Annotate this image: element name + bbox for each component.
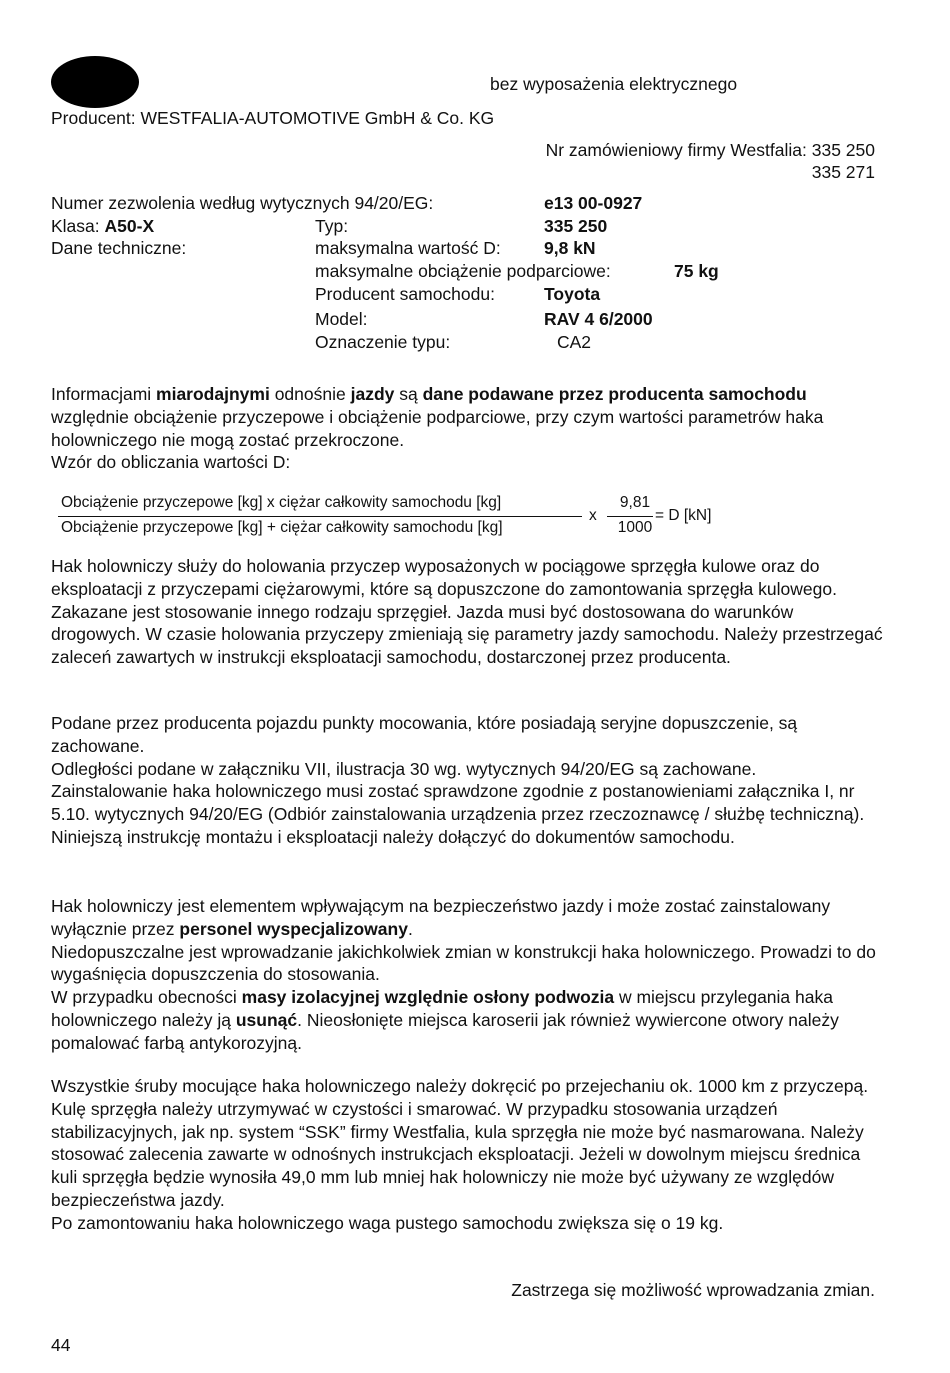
- language-badge: [51, 56, 139, 108]
- class-value: A50-X: [104, 216, 155, 236]
- approval-label: Numer zezwolenia według wytycznych 94/20/EG:: [51, 193, 434, 213]
- factor-denominator: 1000: [617, 519, 653, 536]
- type-code-value: CA2: [557, 332, 592, 352]
- car-maker-label: Producent samochodu:: [315, 284, 495, 304]
- formula-intro: Wzór do obliczania wartości D:: [51, 452, 291, 473]
- car-maker-value: Toyota: [544, 284, 601, 304]
- d-value-formula: [58, 494, 728, 544]
- model-value: RAV 4 6/2000: [544, 309, 653, 329]
- order-number-line: Nr zamówieniowy firmy Westfalia: 335 250: [545, 140, 875, 160]
- document-subtitle: bez wyposażenia elektrycznego: [490, 74, 738, 94]
- formula-result: = D [kN]: [655, 507, 712, 524]
- info-paragraph: Informacjami miarodajnymi odnośnie jazdy są dane podawane przez producenta samochodu względnie obciążenie przyczepowe i obciążenie podparciowe, przy czym wartości parametrów haka holowniczego nie mogą zostać przekroczone. Wzór do obliczania wartości D:: [51, 383, 886, 474]
- support-load-label: maksymalne obciążenie podparciowe:: [315, 261, 611, 281]
- weight-increase-text: Po zamontowaniu haka holowniczego waga pustego samochodu zwiększa się o 19 kg.: [51, 1212, 724, 1233]
- safety-paragraph: Hak holowniczy jest elementem wpływającym na bezpieczeństwo jazdy i może zostać zainstalowany wyłącznie przez personel wyspecjalizowany. Niedopuszczalne jest wprowadzanie jakichkolwiek zmian w konstrukcji haka holowniczego. Prowadzi to do wygaśnięcia dopuszczenia do stosowania. W przypadku obecności masy izolacyjnej względnie osłony podwozia w miejscu przylegania haka holowniczego należy ją usunąć. Nieosłonięte miejsca karoserii jak również wywiercone otwory należy pomalować farbą antykorozyjną.: [51, 895, 886, 1055]
- distances-text: Odległości podane w załączniku VII, ilustracja 30 wg. wytycznych 94/20/EG są zachowane.: [51, 758, 757, 779]
- mounting-points-text: Podane przez producenta pojazdu punkty mocowania, które posiadają seryjne dopuszczenie, są zachowane.: [51, 713, 798, 756]
- factor-numerator: 9,81: [619, 494, 651, 511]
- disclaimer: Zastrzega się możliwość wprowadzania zmian.: [511, 1280, 875, 1300]
- class-label: Klasa:: [51, 216, 100, 236]
- inspection-text: Zainstalowanie haka holowniczego musi zostać sprawdzone zgodnie z postanowieniami załącznika I, nr 5.10. wytycznych 94/20/EG (Odbiór zainstalowania urządzenia przez rzeczoznawcę / służbę techniczną).: [51, 781, 865, 825]
- bolts-text: Wszystkie śruby mocujące haka holowniczego należy dokręcić po przejechaniu ok. 1000 km z przyczepą.: [51, 1076, 869, 1096]
- order-number-second: 335 271: [811, 162, 875, 182]
- fraction-bar: [58, 516, 582, 517]
- factor-fraction-bar: [607, 516, 653, 517]
- class-row: [51, 215, 154, 238]
- type-label: Typ:: [315, 216, 349, 236]
- type-value: 335 250: [544, 216, 608, 236]
- usage-paragraph: Hak holowniczy służy do holowania przyczep wyposażonych w pociągowe sprzęgła kulowe oraz do eksploatacji z przyczepami ciężarowymi, które są dopuszczone do zamontowania sprzęgła kulowego. Zakazane jest stosowanie innego rodzaju sprzęgieł. Jazda musi być dostosowana do warunków drogowych. W czasie holowania przyczepy zmieniają się parametry jazdy samochodu. Należy przestrzegać zaleceń zawartych w instrukcji eksploatacji samochodu, dostarczonej przez producenta.: [51, 556, 883, 668]
- attach-instructions-text: Niniejszą instrukcję montażu i eksploatacji należy dołączyć do dokumentów samochodu.: [51, 826, 735, 847]
- support-load-value: 75 kg: [674, 261, 719, 281]
- formula-numerator: Obciążenie przyczepowe [kg] x ciężar całkowity samochodu [kg]: [61, 494, 502, 511]
- formula-denominator: Obciążenie przyczepowe [kg] + ciężar całkowity samochodu [kg]: [61, 519, 503, 536]
- modification-warning: Niedopuszczalne jest wprowadzanie jakichkolwiek zmian w konstrukcji haka holowniczego. Prowadzi to do wygaśnięcia dopuszczenia do stosowania.: [51, 941, 876, 985]
- maintenance-paragraph: [51, 1075, 886, 1235]
- tech-label: Dane techniczne:: [51, 238, 187, 258]
- model-label: Model:: [315, 309, 368, 329]
- ball-maintenance-text: Kulę sprzęgła należy utrzymywać w czystości i smarować. W przypadku stosowania urządzeń stabilizacyjnych, jak np. system “SSK” firmy Westfalia, kula sprzęgła nie może być nasmarowana. Należy stosować zalecenia zawarte w odnośnych instrukcjach eksploatacji. Jeżeli w dowolnym miejscu średnica kuli sprzęgła będzie wynosiła 49,0 mm lub mniej hak holowniczy nie może być używany ze względów bezpieczeństwa jazdy.: [51, 1098, 864, 1210]
- page-number: 44: [51, 1335, 71, 1355]
- type-code-label: Oznaczenie typu:: [315, 332, 451, 352]
- d-value-label: maksymalna wartość D:: [315, 238, 501, 258]
- manufacturer-line: Producent: WESTFALIA-AUTOMOTIVE GmbH & Co. KG: [51, 108, 495, 128]
- multiply-sign: x: [589, 507, 597, 524]
- d-value: 9,8 kN: [544, 238, 596, 258]
- approval-value: e13 00-0927: [544, 193, 643, 213]
- approval-paragraph: [51, 712, 886, 849]
